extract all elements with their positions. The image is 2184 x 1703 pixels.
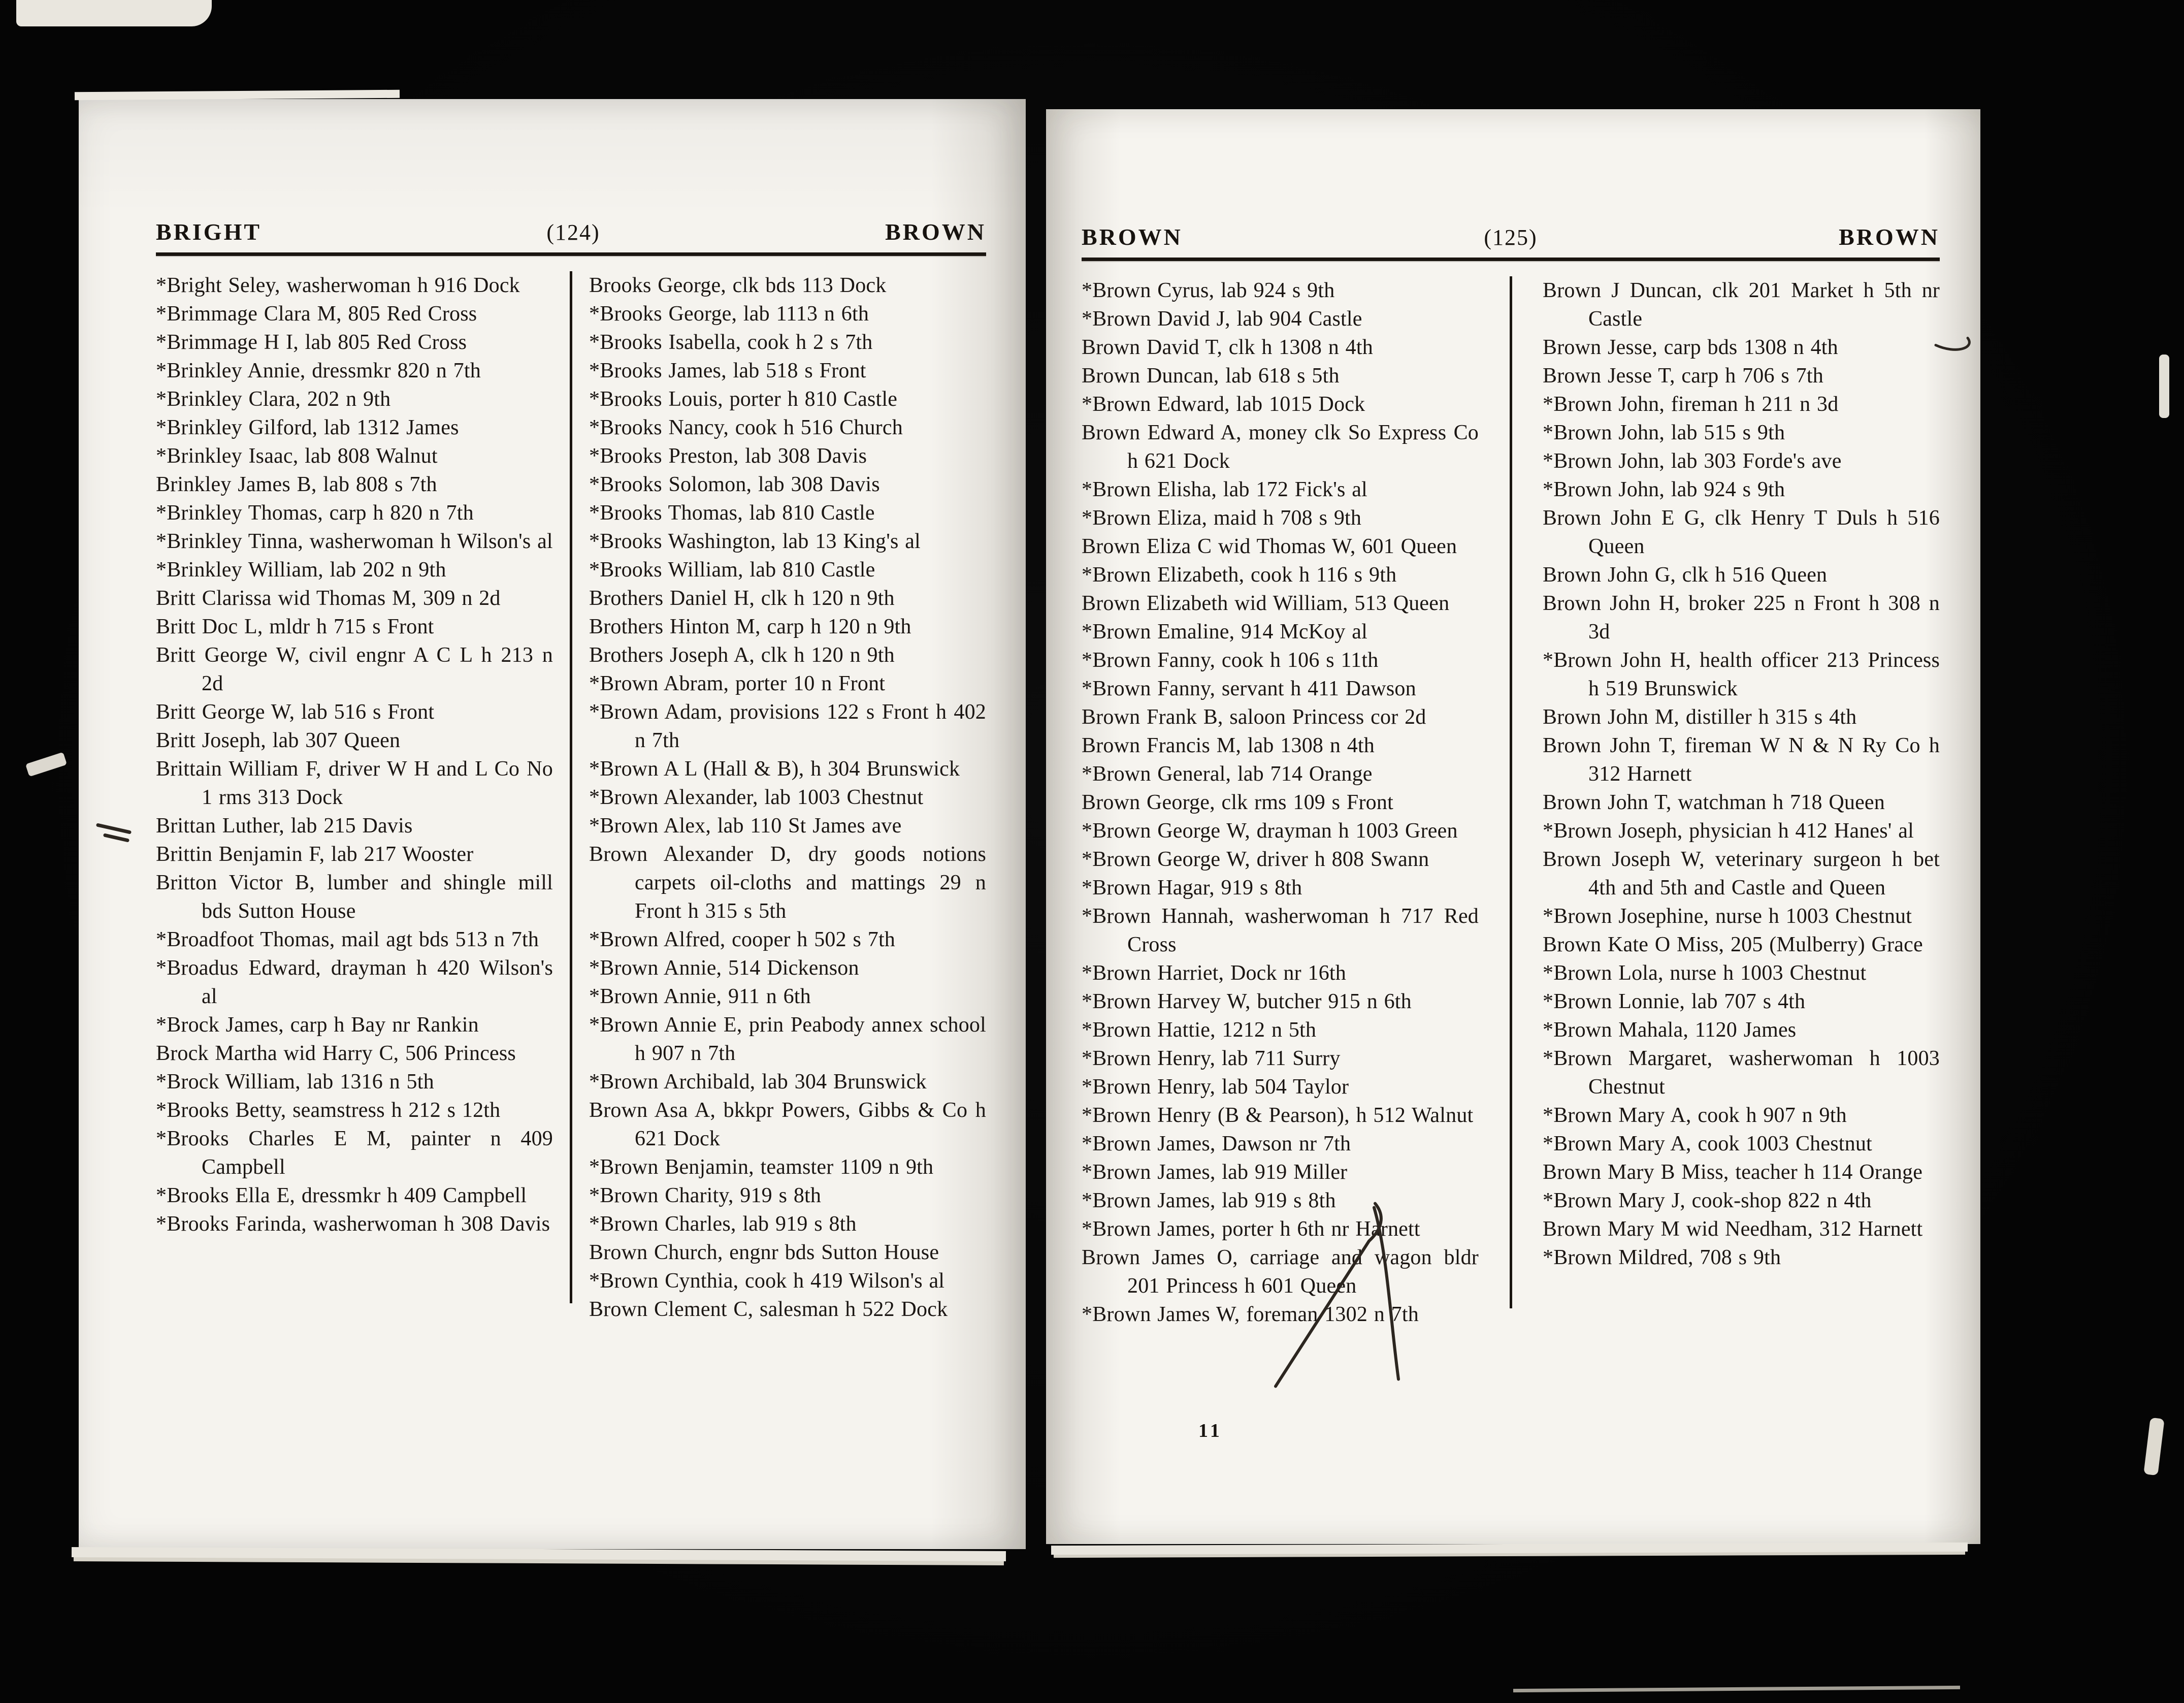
- directory-entry: *Brooks Louis, porter h 810 Castle: [589, 388, 898, 411]
- directory-entry: Brown Clement C, salesman h 522 Dock: [589, 1298, 948, 1321]
- directory-entry: *Brown James, lab 919 s 8th: [1082, 1189, 1336, 1212]
- directory-entry: Britt Doc L, mldr h 715 s Front: [156, 615, 434, 638]
- directory-entry: *Brown Elizabeth, cook h 116 s 9th: [1082, 563, 1397, 587]
- directory-entry: *Brown Alexander, lab 1003 Chestnut: [589, 786, 924, 809]
- directory-entry: *Brown Archibald, lab 304 Brunswick: [589, 1070, 927, 1094]
- directory-entry: *Brown Elisha, lab 172 Fick's al: [1082, 478, 1367, 501]
- directory-entry: *Brooks Solomon, lab 308 Davis: [589, 473, 880, 496]
- directory-entry: *Brooks Thomas, lab 810 Castle: [589, 501, 875, 525]
- directory-entry: Brothers Daniel H, clk h 120 n 9th: [589, 587, 895, 610]
- directory-entry: *Brown Mildred, 708 s 9th: [1543, 1246, 1781, 1269]
- directory-entry: *Brown George W, drayman h 1003 Green: [1082, 819, 1458, 843]
- directory-entry: *Brown Henry, lab 711 Surry: [1082, 1047, 1341, 1070]
- directory-entry: Brown Jesse, carp bds 1308 n 4th: [1543, 336, 1838, 359]
- directory-entry: *Brown Henry (B & Pearson), h 512 Walnut: [1082, 1104, 1474, 1127]
- signature-page-number: 11: [1198, 1420, 1223, 1441]
- directory-entry: *Brown Charles, lab 919 s 8th: [589, 1212, 857, 1236]
- scan-artifact: [16, 0, 212, 26]
- directory-entry: Brown Jesse T, carp h 706 s 7th: [1543, 364, 1823, 388]
- directory-entry: *Brown James W, foreman 1302 n 7th: [1082, 1303, 1419, 1326]
- directory-entry: *Brown George W, driver h 808 Swann: [1082, 848, 1429, 871]
- directory-entry: Brown James O, carriage and wagon bldr 201 Princess h 601 Queen: [1082, 1246, 1479, 1298]
- directory-entry: *Brown Hagar, 919 s 8th: [1082, 876, 1302, 899]
- directory-entry: *Brown John, lab 924 s 9th: [1543, 478, 1785, 501]
- directory-entry: Brittain William F, driver W H and L Co No 1 rms 313 Dock: [156, 757, 553, 809]
- scan-artifact: [2143, 1418, 2164, 1476]
- directory-entry: *Brown James, Dawson nr 7th: [1082, 1132, 1351, 1155]
- directory-entry: *Brown James, lab 919 Miller: [1082, 1161, 1348, 1184]
- directory-entry: *Brown Annie E, prin Peabody annex school h 907 n 7th: [589, 1013, 986, 1065]
- directory-entry: *Brown Cyrus, lab 924 s 9th: [1082, 279, 1335, 302]
- directory-entry: Brown Kate O Miss, 205 (Mulberry) Grace: [1543, 933, 1923, 956]
- directory-entry: *Brown Charity, 919 s 8th: [589, 1184, 822, 1207]
- directory-entry: *Brooks Nancy, cook h 516 Church: [589, 416, 903, 439]
- directory-entry: Brittan Luther, lab 215 Davis: [156, 814, 413, 838]
- directory-entry: Brown John M, distiller h 315 s 4th: [1543, 705, 1857, 729]
- directory-entry: *Brown Harriet, Dock nr 16th: [1082, 961, 1346, 985]
- directory-entry: *Brown Fanny, cook h 106 s 11th: [1082, 649, 1379, 672]
- column-divider: [1510, 276, 1512, 1308]
- directory-entry: Brown Duncan, lab 618 s 5th: [1082, 364, 1340, 388]
- directory-entry: Brittin Benjamin F, lab 217 Wooster: [156, 843, 474, 866]
- directory-entry: Brown Elizabeth wid William, 513 Queen: [1082, 592, 1450, 615]
- directory-entry: *Brown Hannah, washerwoman h 717 Red Cross: [1082, 905, 1479, 956]
- directory-entry: Brock Martha wid Harry C, 506 Princess: [156, 1042, 516, 1065]
- right-page-columns: [1082, 276, 1940, 1329]
- directory-entry: *Brown Alex, lab 110 St James ave: [589, 814, 902, 838]
- directory-entry: *Brown Josephine, nurse h 1003 Chestnut: [1543, 905, 1912, 928]
- scan-artifact: [1513, 1686, 1960, 1692]
- directory-entry: *Brown Mahala, 1120 James: [1543, 1018, 1797, 1042]
- directory-entry: *Brown Mary A, cook 1003 Chestnut: [1543, 1132, 1872, 1155]
- directory-entry: *Brinkley Thomas, carp h 820 n 7th: [156, 501, 474, 525]
- directory-entry: *Brown Adam, provisions 122 s Front h 402 n 7th: [589, 700, 986, 752]
- directory-entry: *Brown John, lab 303 Forde's ave: [1543, 449, 1842, 473]
- directory-entry: *Brown John, lab 515 s 9th: [1543, 421, 1785, 444]
- directory-entry: Brown Eliza C wid Thomas W, 601 Queen: [1082, 535, 1457, 558]
- header-rule: [156, 252, 986, 256]
- directory-entry: Brothers Joseph A, clk h 120 n 9th: [589, 644, 895, 667]
- directory-entry: Brown Church, engnr bds Sutton House: [589, 1241, 939, 1264]
- directory-entry: *Brock James, carp h Bay nr Rankin: [156, 1013, 479, 1037]
- directory-entry: *Brooks Charles E M, painter n 409 Campbell: [156, 1127, 553, 1179]
- header-first-name: BROWN: [1082, 224, 1183, 250]
- directory-entry: *Brown Margaret, washerwoman h 1003 Chestnut: [1543, 1047, 1940, 1099]
- directory-entry: *Brown Eliza, maid h 708 s 9th: [1082, 506, 1362, 530]
- directory-entry: *Brown Harvey W, butcher 915 n 6th: [1082, 990, 1412, 1013]
- directory-entry: *Brown Hattie, 1212 n 5th: [1082, 1018, 1317, 1042]
- directory-entry: Brown Joseph W, veterinary surgeon h bet 4th and 5th and Castle and Queen: [1543, 848, 1940, 899]
- directory-entry: Brown David T, clk h 1308 n 4th: [1082, 336, 1373, 359]
- directory-entry: *Brown Lola, nurse h 1003 Chestnut: [1543, 961, 1867, 985]
- directory-entry: *Brown Cynthia, cook h 419 Wilson's al: [589, 1269, 945, 1293]
- directory-entry: Brown John G, clk h 516 Queen: [1543, 563, 1828, 587]
- directory-entry: *Brown Henry, lab 504 Taylor: [1082, 1075, 1349, 1099]
- directory-entry: *Brown Fanny, servant h 411 Dawson: [1082, 677, 1416, 700]
- directory-entry: *Brown John, fireman h 211 n 3d: [1543, 393, 1839, 416]
- directory-entry: Britt George W, civil engnr A C L h 213 n 2d: [156, 644, 553, 695]
- directory-entry: Brothers Hinton M, carp h 120 n 9th: [589, 615, 911, 638]
- directory-entry: Brown John H, broker 225 n Front h 308 n 3d: [1543, 592, 1940, 644]
- directory-entry: Britton Victor B, lumber and shingle mill bds Sutton House: [156, 871, 553, 923]
- directory-entry: *Brinkley Gilford, lab 1312 James: [156, 416, 459, 439]
- directory-entry: *Brimmage Clara M, 805 Red Cross: [156, 302, 477, 326]
- directory-entry: *Brooks Farinda, washerwoman h 308 Davis: [156, 1212, 550, 1236]
- right-page: [1046, 109, 1980, 1544]
- directory-entry: *Brooks George, lab 1113 n 6th: [589, 302, 869, 326]
- directory-entry: *Brown Benjamin, teamster 1109 n 9th: [589, 1155, 934, 1179]
- directory-entry: *Bright Seley, washerwoman h 916 Dock: [156, 274, 520, 297]
- directory-entry: Britt Joseph, lab 307 Queen: [156, 729, 401, 752]
- directory-entry: Brown Edward A, money clk So Express Co h 621 Dock: [1082, 421, 1479, 473]
- directory-entry: *Brown General, lab 714 Orange: [1082, 762, 1373, 786]
- directory-entry: *Brown Alfred, cooper h 502 s 7th: [589, 928, 896, 951]
- directory-entry: *Brown Mary J, cook-shop 822 n 4th: [1543, 1189, 1872, 1212]
- directory-entry: *Brinkley Isaac, lab 808 Walnut: [156, 444, 438, 468]
- directory-entry: *Brown Lonnie, lab 707 s 4th: [1543, 990, 1806, 1013]
- directory-entry: Brown Frank B, saloon Princess cor 2d: [1082, 705, 1426, 729]
- left-page: [79, 99, 1026, 1549]
- directory-entry: *Brown A L (Hall & B), h 304 Brunswick: [589, 757, 960, 781]
- directory-entry: Brown Alexander D, dry goods notions carpets oil-cloths and mattings 29 n Front h 315 s 5th: [589, 843, 986, 923]
- directory-entry: *Brooks Washington, lab 13 King's al: [589, 530, 921, 553]
- directory-entry: *Brooks Ella E, dressmkr h 409 Campbell: [156, 1184, 527, 1207]
- directory-entry: *Brooks James, lab 518 s Front: [589, 359, 866, 382]
- directory-entry: *Brooks Preston, lab 308 Davis: [589, 444, 867, 468]
- directory-column-1: [156, 271, 553, 1324]
- right-page-header: [1082, 223, 1940, 250]
- directory-entry: Brown Mary B Miss, teacher h 114 Orange: [1543, 1161, 1923, 1184]
- directory-entry: Brown John E G, clk Henry T Duls h 516 Queen: [1543, 506, 1940, 558]
- directory-entry: Brown Mary M wid Needham, 312 Harnett: [1543, 1217, 1923, 1241]
- scan-artifact: [2159, 355, 2169, 418]
- directory-entry: *Brooks Isabella, cook h 2 s 7th: [589, 331, 873, 354]
- left-page-header: [156, 218, 986, 245]
- header-first-name: BRIGHT: [156, 219, 262, 245]
- directory-entry: Brooks George, clk bds 113 Dock: [589, 274, 887, 297]
- header-page-number: (125): [1484, 225, 1538, 250]
- header-last-name: BROWN: [885, 219, 986, 245]
- directory-entry: *Brock William, lab 1316 n 5th: [156, 1070, 434, 1094]
- directory-entry: *Brown Emaline, 914 McKoy al: [1082, 620, 1368, 644]
- directory-column-3: [1082, 276, 1479, 1329]
- directory-entry: *Brinkley Tinna, washerwoman h Wilson's al: [156, 530, 553, 553]
- directory-entry: Britt Clarissa wid Thomas M, 309 n 2d: [156, 587, 501, 610]
- directory-entry: *Brimmage H I, lab 805 Red Cross: [156, 331, 467, 354]
- directory-entry: Brown John T, watchman h 718 Queen: [1543, 791, 1885, 814]
- directory-column-2: [589, 271, 986, 1324]
- directory-entry: Brown Asa A, bkkpr Powers, Gibbs & Co h 621 Dock: [589, 1099, 986, 1150]
- header-rule: [1082, 258, 1940, 261]
- left-page-columns: [156, 271, 986, 1324]
- header-last-name: BROWN: [1839, 224, 1940, 250]
- directory-entry: Britt George W, lab 516 s Front: [156, 700, 435, 724]
- directory-entry: *Brown Mary A, cook h 907 n 9th: [1543, 1104, 1847, 1127]
- directory-entry: *Brinkley William, lab 202 n 9th: [156, 558, 446, 582]
- directory-column-4: [1543, 276, 1940, 1329]
- directory-entry: Brinkley James B, lab 808 s 7th: [156, 473, 437, 496]
- directory-entry: *Brown John H, health officer 213 Princess h 519 Brunswick: [1543, 649, 1940, 700]
- column-divider: [570, 271, 572, 1303]
- directory-entry: *Brown Joseph, physician h 412 Hanes' al: [1543, 819, 1914, 843]
- directory-entry: Brown George, clk rms 109 s Front: [1082, 791, 1393, 814]
- header-page-number: (124): [546, 220, 600, 245]
- directory-entry: *Brown Annie, 514 Dickenson: [589, 956, 859, 980]
- directory-entry: *Brooks William, lab 810 Castle: [589, 558, 875, 582]
- directory-entry: *Broadfoot Thomas, mail agt bds 513 n 7th: [156, 928, 539, 951]
- scan-artifact: [25, 752, 67, 777]
- directory-entry: *Brown Abram, porter 10 n Front: [589, 672, 886, 695]
- directory-entry: Brown J Duncan, clk 201 Market h 5th nr Castle: [1543, 279, 1940, 331]
- directory-entry: *Brooks Betty, seamstress h 212 s 12th: [156, 1099, 501, 1122]
- directory-entry: *Brown Annie, 911 n 6th: [589, 985, 811, 1008]
- directory-entry: *Brown Edward, lab 1015 Dock: [1082, 393, 1365, 416]
- directory-entry: *Brown James, porter h 6th nr Harnett: [1082, 1217, 1420, 1241]
- directory-entry: *Broadus Edward, drayman h 420 Wilson's al: [156, 956, 553, 1008]
- directory-entry: *Brinkley Annie, dressmkr 820 n 7th: [156, 359, 481, 382]
- directory-entry: Brown Francis M, lab 1308 n 4th: [1082, 734, 1375, 757]
- directory-entry: Brown John T, fireman W N & N Ry Co h 312 Harnett: [1543, 734, 1940, 786]
- directory-entry: *Brown David J, lab 904 Castle: [1082, 307, 1362, 331]
- directory-entry: *Brinkley Clara, 202 n 9th: [156, 388, 391, 411]
